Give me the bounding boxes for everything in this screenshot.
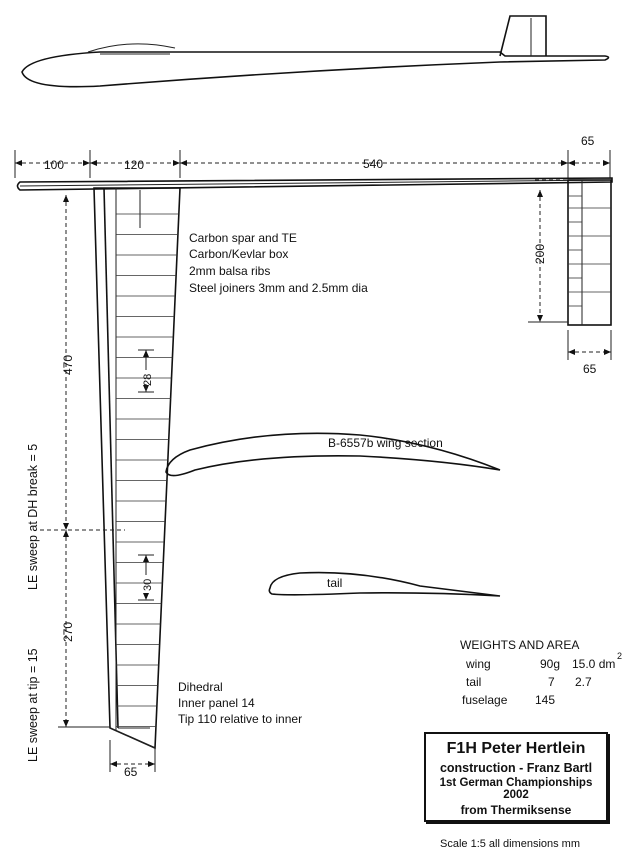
- note-construction-4: Steel joiners 3mm and 2.5mm dia: [189, 281, 368, 295]
- dim-rib-spacing-inner: 28: [142, 373, 154, 386]
- scale-note: Scale 1:5 all dimensions mm: [440, 838, 581, 850]
- weights-tail-weight: 7: [548, 675, 555, 689]
- title-name: F1H Peter Hertlein: [446, 740, 586, 757]
- weights-tail-area: 2.7: [575, 675, 592, 689]
- weights-wing-item: wing: [466, 657, 491, 671]
- dim-top-mid: 120: [124, 158, 145, 172]
- top-dimension-line: [15, 150, 610, 178]
- note-dihedral-1: Dihedral: [178, 680, 223, 694]
- title-block: [424, 732, 608, 822]
- dim-tail-bottom: 65: [583, 362, 597, 376]
- note-construction-3: 2mm balsa ribs: [189, 264, 271, 278]
- title-event: 1st German Championships 2002: [439, 777, 593, 801]
- dim-top-tip: 540: [363, 157, 384, 171]
- dim-tip-chord: 65: [124, 765, 138, 779]
- weights-wing-area-sup: 2: [617, 651, 623, 661]
- dim-outer-span: 270: [61, 621, 75, 642]
- dim-top-root: 100: [44, 158, 65, 172]
- tail-section-label: tail: [327, 576, 343, 590]
- title-source: from Thermiksense: [460, 803, 572, 817]
- note-construction-2: Carbon/Kevlar box: [189, 247, 289, 261]
- weights-fuselage-item: fuselage: [462, 693, 508, 707]
- note-dihedral-2: Inner panel 14: [178, 696, 255, 710]
- title-construction: construction - Franz Bartl: [439, 761, 593, 775]
- dim-tail-top: 65: [581, 134, 595, 148]
- weights-fuselage-weight: 145: [535, 693, 556, 707]
- vertical-label-sweep-tip: LE sweep at tip = 15: [26, 648, 40, 762]
- tail-section-airfoil: [269, 573, 500, 596]
- wing-section-label: B-6557b wing section: [328, 436, 443, 450]
- dim-inner-span: 470: [61, 354, 75, 375]
- vertical-label-sweep-break: LE sweep at DH break = 5: [26, 443, 40, 590]
- dim-tail-height: 200: [533, 243, 547, 264]
- weights-heading: WEIGHTS AND AREA: [460, 638, 580, 652]
- weights-wing-area: 15.0 dm: [572, 657, 616, 671]
- stabilizer-plan: [528, 180, 611, 360]
- dim-rib-spacing-outer: 30: [142, 578, 154, 591]
- wing-ribs: [116, 214, 179, 727]
- fuselage-side-view: [22, 16, 609, 87]
- note-construction-1: Carbon spar and TE: [189, 231, 297, 245]
- weights-tail-item: tail: [466, 675, 482, 689]
- weights-wing-weight: 90g: [540, 657, 561, 671]
- note-dihedral-3: Tip 110 relative to inner: [178, 712, 303, 726]
